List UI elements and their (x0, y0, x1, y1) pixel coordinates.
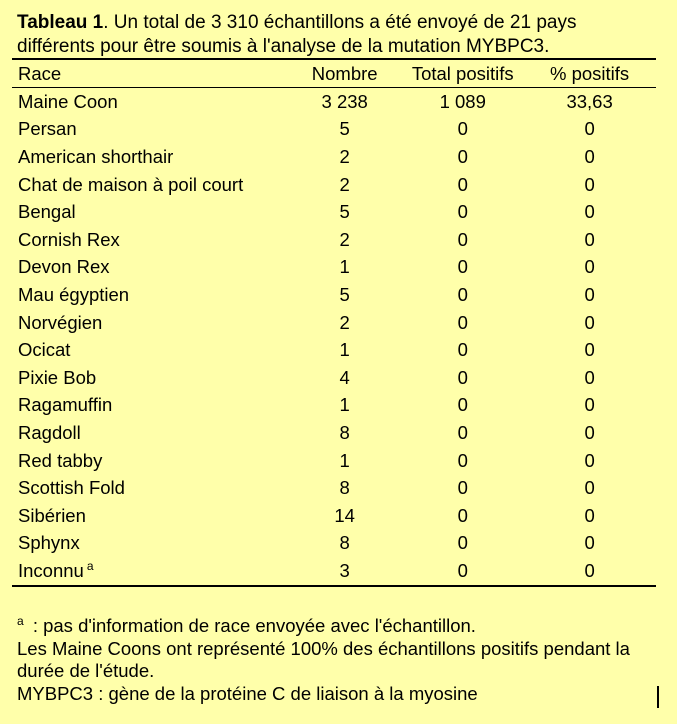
cell-nombre-text: 5 (339, 283, 350, 305)
cell-pct-positifs (523, 530, 656, 558)
cell-race-text: Cornish Rex (18, 228, 120, 250)
table-row (12, 88, 656, 116)
cell-nombre (287, 530, 402, 558)
cell-pct-positifs (523, 502, 656, 530)
table-row (12, 116, 656, 144)
cell-race-text: Scottish Fold (18, 477, 125, 499)
cell-race (12, 88, 287, 116)
cell-race-text: Devon Rex (18, 256, 110, 278)
cell-total-positifs-text: 0 (457, 394, 468, 416)
cell-nombre (287, 88, 402, 116)
note-maine-coon: Les Maine Coons ont représenté 100% des échantillons positifs pendant la durée de l'étude. (17, 637, 630, 681)
cell-pct-positifs (523, 392, 656, 420)
cell-total-positifs (402, 502, 523, 530)
cell-nombre-text: 1 (339, 256, 350, 278)
cell-nombre-text: 1 (339, 449, 350, 471)
cell-nombre-text: 8 (339, 477, 350, 499)
cell-pct-positifs-text: 0 (584, 421, 595, 443)
cell-race-text: Red tabby (18, 449, 103, 471)
cell-nombre (287, 502, 402, 530)
cell-nombre (287, 392, 402, 420)
table-row (12, 557, 656, 586)
cell-nombre (287, 364, 402, 392)
note-mybpc3: MYBPC3 : gène de la protéine C de liaison à la myosine (17, 682, 478, 704)
cell-pct-positifs (523, 88, 656, 116)
cell-pct-positifs-text: 0 (584, 559, 595, 581)
cell-total-positifs-text: 0 (457, 283, 468, 305)
cell-pct-positifs-text: 0 (584, 173, 595, 195)
table-row (12, 309, 656, 337)
cell-total-positifs-text: 0 (457, 477, 468, 499)
cell-race (12, 364, 287, 392)
cell-nombre-text: 2 (339, 173, 350, 195)
cell-pct-positifs (523, 254, 656, 282)
cell-race-text: Ragamuffin (18, 394, 113, 416)
footnote-a (17, 610, 657, 638)
cell-nombre-text: 4 (339, 366, 350, 388)
cell-pct-positifs-text: 0 (584, 339, 595, 361)
cell-race (12, 281, 287, 309)
table-row (12, 281, 656, 309)
cell-pct-positifs-text: 0 (584, 145, 595, 167)
cell-nombre-text: 2 (339, 311, 350, 333)
cell-pct-positifs-text: 0 (584, 283, 595, 305)
header-nombre: Nombre (287, 59, 402, 88)
cell-race-text: Mau égyptien (18, 283, 130, 305)
cell-total-positifs (402, 281, 523, 309)
table-row (12, 226, 656, 254)
cell-nombre (287, 447, 402, 475)
cell-total-positifs (402, 419, 523, 447)
cell-pct-positifs (523, 419, 656, 447)
cell-nombre-text: 8 (339, 421, 350, 443)
cell-race (12, 530, 287, 558)
table-row (12, 447, 656, 475)
cell-total-positifs (402, 171, 523, 199)
cell-total-positifs-text: 0 (457, 256, 468, 278)
cell-total-positifs-text: 0 (457, 173, 468, 195)
cell-total-positifs-text: 0 (457, 228, 468, 250)
cell-nombre (287, 419, 402, 447)
table-row (12, 392, 656, 420)
cell-race (12, 502, 287, 530)
cell-pct-positifs-text: 0 (584, 394, 595, 416)
cell-total-positifs (402, 336, 523, 364)
cell-total-positifs-text: 1 089 (439, 90, 486, 112)
cell-total-positifs-text: 0 (457, 421, 468, 443)
cell-pct-positifs (523, 171, 656, 199)
cell-nombre (287, 557, 402, 586)
cell-nombre (287, 198, 402, 226)
cell-total-positifs (402, 447, 523, 475)
table-row (12, 254, 656, 282)
cell-nombre (287, 474, 402, 502)
cell-nombre (287, 336, 402, 364)
table-caption (17, 11, 657, 59)
cell-pct-positifs (523, 557, 656, 586)
cell-nombre (287, 281, 402, 309)
header-race: Race (12, 59, 287, 88)
caption-label: Tableau 1 (17, 12, 104, 33)
cell-nombre-text: 3 238 (321, 90, 368, 112)
cell-total-positifs-text: 0 (457, 532, 468, 554)
cell-pct-positifs (523, 198, 656, 226)
table-row (12, 364, 656, 392)
cell-pct-positifs (523, 364, 656, 392)
cell-race-text: Pixie Bob (18, 366, 97, 388)
cell-total-positifs-text: 0 (457, 366, 468, 388)
cell-race (12, 419, 287, 447)
cell-race (12, 143, 287, 171)
cell-nombre-text: 14 (334, 504, 355, 526)
cell-total-positifs (402, 143, 523, 171)
cell-nombre-text: 2 (339, 145, 350, 167)
cell-pct-positifs (523, 226, 656, 254)
cell-total-positifs-text: 0 (457, 339, 468, 361)
cell-pct-positifs (523, 143, 656, 171)
cell-pct-positifs-text: 0 (584, 366, 595, 388)
cell-pct-positifs-text: 33,63 (566, 90, 613, 112)
cell-total-positifs (402, 474, 523, 502)
cell-race-text: Sibérien (18, 504, 86, 526)
cell-total-positifs (402, 198, 523, 226)
cell-pct-positifs-text: 0 (584, 449, 595, 471)
cell-race-text: Bengal (18, 201, 76, 223)
cell-pct-positifs (523, 281, 656, 309)
notes (17, 610, 657, 705)
cell-pct-positifs-text: 0 (584, 256, 595, 278)
cell-race (12, 392, 287, 420)
cell-race (12, 226, 287, 254)
cell-race-text: American shorthair (18, 145, 174, 167)
header-total-positifs: Total positifs (402, 59, 523, 88)
cell-pct-positifs (523, 309, 656, 337)
cell-race-text: Norvégien (18, 311, 103, 333)
table-row (12, 143, 656, 171)
cell-race-text: Inconnu (18, 560, 84, 582)
cell-race-text: Ocicat (18, 339, 71, 361)
cell-total-positifs-text: 0 (457, 449, 468, 471)
cell-total-positifs-text: 0 (457, 559, 468, 581)
header-pct-positifs: % positifs (523, 59, 656, 88)
table-row (12, 419, 656, 447)
footnote-mark: a (17, 614, 24, 628)
table-row (12, 171, 656, 199)
cell-race (12, 309, 287, 337)
cell-total-positifs (402, 226, 523, 254)
cell-pct-positifs-text: 0 (584, 311, 595, 333)
table-row (12, 474, 656, 502)
table-row (12, 502, 656, 530)
footnote-text: : pas d'information de race envoyée avec l'échantillon. (27, 615, 476, 636)
table-header-row (12, 59, 656, 88)
cell-race (12, 116, 287, 144)
cell-total-positifs (402, 364, 523, 392)
cell-race-text: Chat de maison à poil court (18, 173, 244, 195)
cell-nombre (287, 143, 402, 171)
cell-total-positifs (402, 530, 523, 558)
cell-nombre (287, 226, 402, 254)
cell-race (12, 557, 287, 586)
text-cursor (657, 686, 659, 708)
cell-total-positifs (402, 116, 523, 144)
cell-total-positifs-text: 0 (457, 504, 468, 526)
cell-total-positifs (402, 254, 523, 282)
cell-pct-positifs (523, 474, 656, 502)
cell-nombre (287, 309, 402, 337)
cell-total-positifs (402, 88, 523, 116)
cell-pct-positifs-text: 0 (584, 228, 595, 250)
table-row (12, 336, 656, 364)
cell-pct-positifs-text: 0 (584, 201, 595, 223)
cell-pct-positifs (523, 336, 656, 364)
cell-race (12, 336, 287, 364)
cell-nombre (287, 254, 402, 282)
cell-race (12, 447, 287, 475)
cell-pct-positifs-text: 0 (584, 532, 595, 554)
cell-nombre-text: 1 (339, 339, 350, 361)
table-row (12, 530, 656, 558)
cell-race-text: Persan (18, 118, 77, 140)
cell-total-positifs (402, 309, 523, 337)
cell-total-positifs-text: 0 (457, 118, 468, 140)
cell-nombre (287, 116, 402, 144)
cell-pct-positifs-text: 0 (584, 118, 595, 140)
cell-total-positifs-text: 0 (457, 145, 468, 167)
cell-race-text: Sphynx (18, 532, 80, 554)
table-row (12, 198, 656, 226)
cell-race-text: Ragdoll (18, 421, 81, 443)
cell-pct-positifs-text: 0 (584, 504, 595, 526)
cell-pct-positifs (523, 447, 656, 475)
cell-pct-positifs-text: 0 (584, 477, 595, 499)
cell-nombre-text: 8 (339, 532, 350, 554)
cell-total-positifs (402, 392, 523, 420)
footnote-mark: a (86, 559, 94, 574)
cell-nombre-text: 1 (339, 394, 350, 416)
cell-race (12, 171, 287, 199)
cell-nombre-text: 2 (339, 228, 350, 250)
cell-total-positifs-text: 0 (457, 201, 468, 223)
cell-race-text: Maine Coon (18, 90, 118, 112)
cell-race (12, 474, 287, 502)
cell-pct-positifs (523, 116, 656, 144)
cell-total-positifs-text: 0 (457, 311, 468, 333)
table-body (12, 88, 656, 586)
cell-nombre (287, 171, 402, 199)
caption-text: . Un total de 3 310 échantillons a été envoyé de 21 pays différents pour être soumis à l'analyse de la mutation MYBPC3. (17, 12, 577, 57)
cell-total-positifs (402, 557, 523, 586)
cell-nombre-text: 3 (339, 559, 350, 581)
cell-race (12, 198, 287, 226)
breed-table (12, 58, 656, 587)
cell-race (12, 254, 287, 282)
cell-nombre-text: 5 (339, 201, 350, 223)
cell-nombre-text: 5 (339, 118, 350, 140)
